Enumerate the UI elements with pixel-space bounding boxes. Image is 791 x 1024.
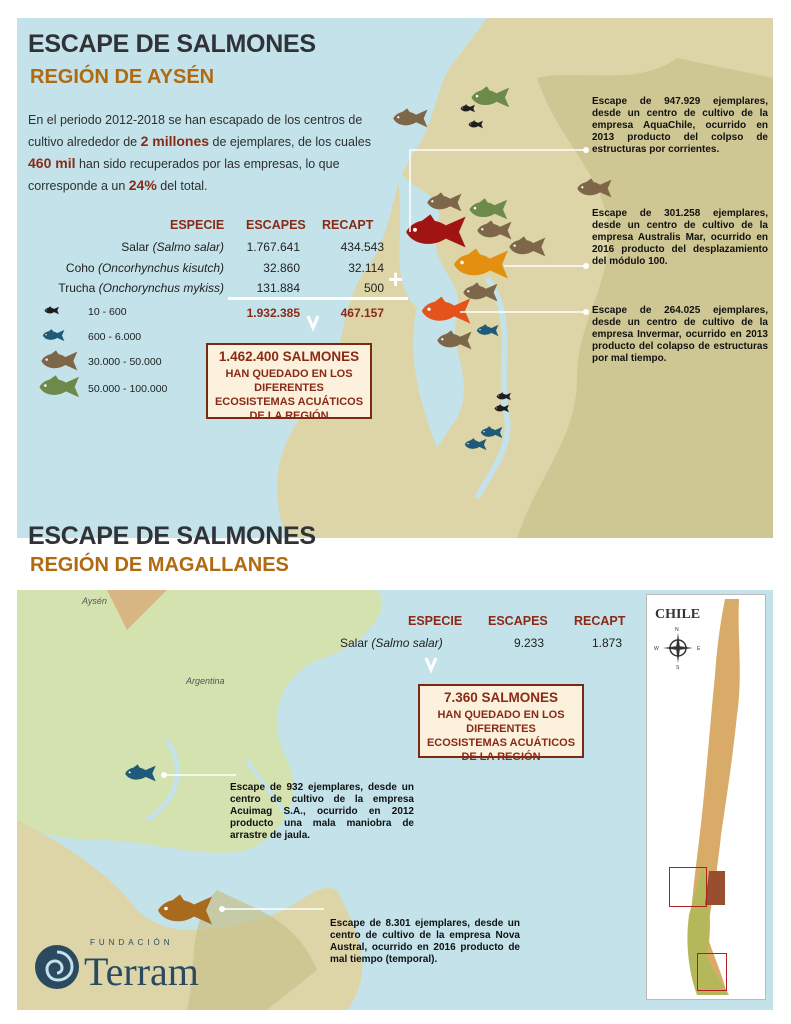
escape-note: Escape de 932 ejemplares, desde un centro de cultivo de la empresa Acuimag S.A., ocurrido en 2012 producto una mala maniobra de arrastre de jaula. [230, 782, 414, 841]
row-escapes: 131.884 [256, 281, 300, 295]
fish-icon [42, 329, 66, 342]
fish-icon [496, 392, 512, 401]
fish-icon [468, 120, 484, 129]
legend-label: 10 - 600 [88, 306, 127, 318]
row-recapt: 434.543 [340, 240, 384, 254]
magallanes-title: ESCAPE DE SALMONES [28, 522, 316, 550]
row-escapes: 1.767.641 [246, 240, 300, 254]
row-species: Coho (Oncorhynchus kisutch) [65, 261, 224, 275]
col-header-species: ESPECIE [408, 614, 463, 628]
fish-icon [40, 350, 80, 372]
leader-line [218, 904, 328, 914]
map-label-aysen: Aysén [82, 596, 107, 606]
fish-icon [156, 894, 216, 927]
aysen-intro [28, 110, 388, 197]
escape-note: Escape de 264.025 ejemplares, desde un centro de cultivo de la empresa Invermar, ocurrido en 2013 producto del colapso de estructuras por mal tiempo. [592, 305, 768, 364]
compass-s: S [676, 665, 680, 671]
inset-title: CHILE [655, 607, 701, 622]
plus-sign: + [388, 264, 404, 294]
intro-text: han sido recuperados por las empresas, lo que corresponde a un [28, 157, 340, 193]
chile-inset [646, 594, 766, 1000]
col-header-recapt: RECAPT [322, 218, 374, 232]
magallanes-subtitle: REGIÓN DE MAGALLANES [30, 554, 289, 576]
chile-shape [647, 595, 765, 999]
down-arrow-icon [424, 656, 438, 674]
col-header-escapes: ESCAPES [488, 614, 548, 628]
result-text: HAN QUEDADO EN LOS DIFERENTES ECOSISTEMAS ACUÁTICOS DE LA REGIÓN [426, 709, 576, 763]
sum-line [228, 297, 408, 300]
row-species: Salar (Salmo salar) [121, 240, 224, 254]
row-recapt: 1.873 [591, 636, 622, 650]
fish-icon [38, 375, 82, 399]
row-species: Salar (Salmo salar) [340, 636, 443, 650]
aysen-result-box [206, 343, 372, 422]
fish-icon [494, 404, 510, 413]
fish-icon [464, 438, 488, 451]
intro-text: En el periodo 2012-2018 se han escapado de los centros de cultivo alrededor de [28, 113, 363, 149]
leader-line [160, 770, 240, 780]
fish-icon [476, 324, 500, 337]
magallanes-highlight [697, 953, 727, 991]
col-header-recapt: RECAPT [574, 614, 626, 628]
fish-icon [460, 104, 476, 113]
col-header-species: ESPECIE [170, 218, 225, 232]
logo-text: Terram [84, 949, 199, 994]
compass-w: W [654, 646, 659, 652]
row-species: Trucha (Onchorynchus mykiss) [58, 281, 224, 295]
magallanes-result-box [418, 684, 584, 763]
legend-label: 30.000 - 50.000 [88, 356, 162, 368]
compass-n: N [675, 627, 679, 633]
fish-icon [44, 306, 60, 315]
col-header-escapes: ESCAPES [246, 218, 306, 232]
total-recapt: 467.157 [340, 306, 384, 320]
fish-icon [470, 86, 512, 109]
intro-text: de ejemplares, de los cuales [209, 135, 371, 149]
row-recapt: 32.114 [348, 261, 384, 275]
row-escapes: 32.860 [263, 261, 300, 275]
escape-note: Escape de 301.258 ejemplares, desde un centro de cultivo de la empresa Australis Mar, ocurrido en 2016 producto del desplazamiento del módulo 100. [592, 208, 768, 267]
logo-small-text: FUNDACIÓN [90, 938, 174, 947]
result-count: 1.462.400 SALMONES [218, 349, 360, 364]
row-escapes: 9.233 [513, 636, 544, 650]
total-escapes: 1.932.385 [246, 306, 300, 320]
result-text: HAN QUEDADO EN LOS DIFERENTES ECOSISTEMAS ACUÁTICOS DE LA REGIÓN [214, 368, 364, 422]
intro-text: del total. [156, 179, 208, 193]
aysen-title: ESCAPE DE SALMONES [28, 30, 316, 58]
terram-logo-icon [34, 944, 80, 990]
map-label-argentina: Argentina [186, 676, 225, 686]
aysen-highlight [669, 867, 707, 907]
fish-icon [436, 330, 474, 351]
intro-highlight: 460 mil [28, 155, 76, 171]
escape-note: Escape de 8.301 ejemplares, desde un centro de cultivo de la empresa Nova Austral, ocurrido en 2016 producto de mal tiempo (temporal). [330, 918, 520, 965]
intro-highlight: 24% [128, 177, 157, 193]
fish-icon [392, 108, 430, 129]
aysen-subtitle: REGIÓN DE AYSÉN [30, 66, 215, 88]
result-count: 7.360 SALMONES [443, 690, 559, 705]
compass-e: E [697, 646, 701, 652]
leader-lines [400, 140, 600, 320]
row-recapt: 500 [363, 281, 384, 295]
escape-note: Escape de 947.929 ejemplares, desde un centro de cultivo de la empresa AquaChile, ocurrido en 2013 producto del colpso de estructuras por corrientes. [592, 96, 768, 155]
legend-label: 600 - 6.000 [88, 331, 142, 343]
down-arrow-icon [306, 314, 320, 332]
legend-label: 50.000 - 100.000 [88, 383, 168, 395]
intro-highlight: 2 millones [140, 133, 210, 149]
fish-icon [124, 764, 158, 783]
